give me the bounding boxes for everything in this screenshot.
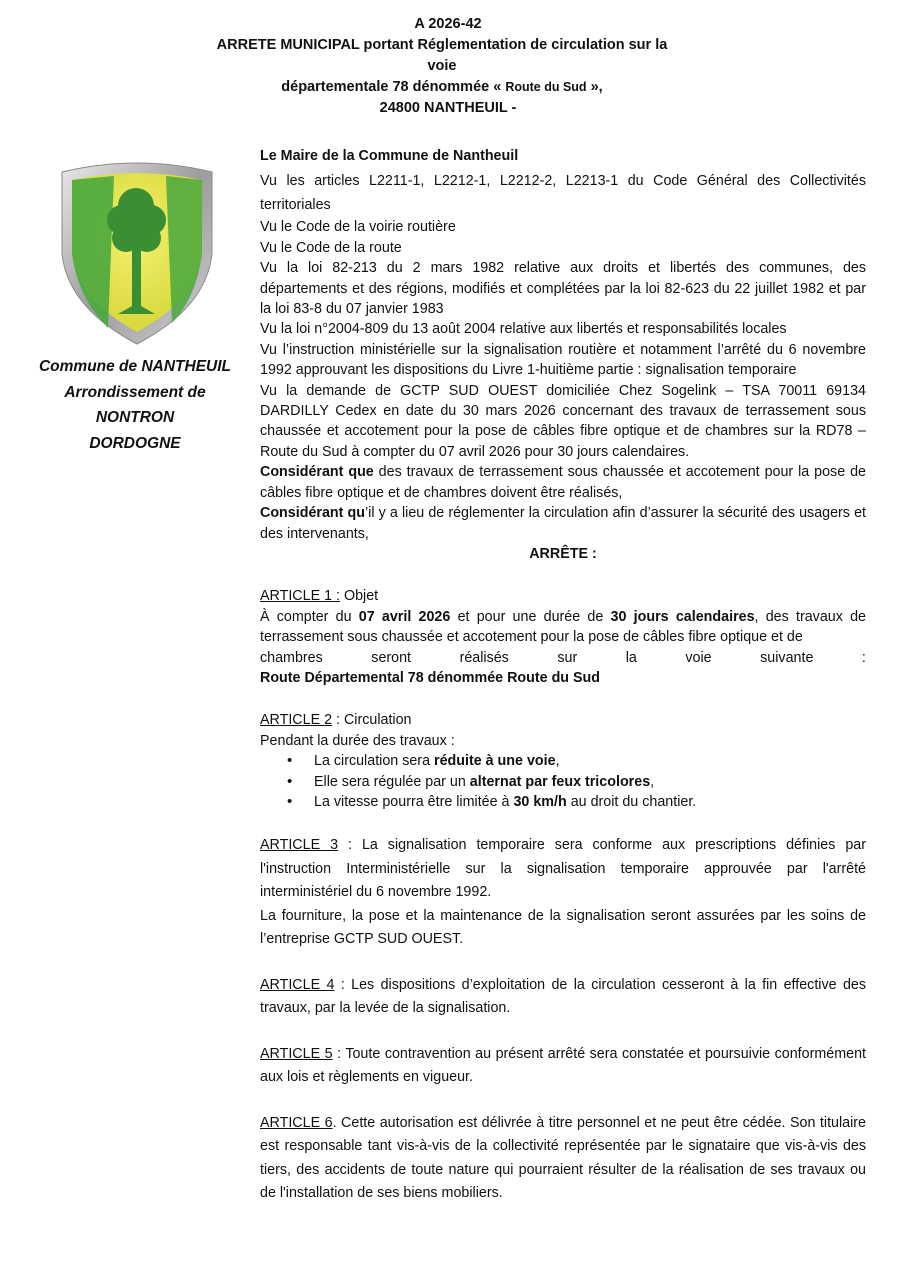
vu-articles: Vu les articles L2211-1, L2212-1, L2212-2, L2213-1 du Code Général des Collectivités territoriales — [260, 173, 866, 213]
list-item: • La vitesse pourra être limitée à 30 km/h au droit du chantier. — [314, 792, 866, 812]
considerant-2: Considérant qu’il y a lieu de réglementer la circulation afin d’assurer la sécurité des usagers et des intervenants, — [260, 505, 866, 542]
document-title-line1: ARRETE MUNICIPAL portant Réglementation de circulation sur la voie — [216, 37, 668, 74]
commune-block — [30, 354, 240, 456]
article-1-text: À compter du 07 avril 2026 et pour une durée de 30 jours calendaires, des travaux de terrassement sous chaussée et accotement pour la pose de câbles fibre optique et de — [260, 608, 867, 646]
document-header — [216, 14, 668, 119]
commune-name: Commune de NANTHEUIL — [38, 358, 232, 375]
document-title-line2: départementale 78 dénommée « Route du Sud », — [281, 79, 603, 95]
vu-loi-2004: Vu la loi n°2004-809 du 13 août 2004 relative aux libertés et responsabilités locales — [260, 321, 787, 338]
article-3-text: ARTICLE 3 : La signalisation temporaire sera conforme aux prescriptions définies par l'instruction Interministérielle sur la signalisation temporaire approuvée par l'arrêté interministériel du 6 novembre 1992. — [260, 837, 866, 901]
list-item: • Elle sera régulée par un alternat par feux tricolores, — [314, 772, 866, 792]
article-5-text: ARTICLE 5 : Toute contravention au présent arrêté sera constatée et poursuivie conformément aux lois et règlements en vigueur. — [260, 1045, 867, 1086]
vu-instruction: Vu l’instruction ministérielle sur la signalisation routière et notamment l’arrêté du 6 novembre 1992 approuvant les dispositions du Livre 1-huitième partie : signalisation temporaire — [260, 341, 866, 379]
article-1-road: Route Départemental 78 dénommée Route du Sud — [260, 669, 601, 686]
commune-arrondissement-name: NONTRON — [95, 409, 175, 426]
commune-crest-logo — [56, 158, 218, 348]
crest-green-band — [72, 176, 114, 328]
article-6-text: ARTICLE 6. Cette autorisation est délivrée à titre personnel et ne peut être cédée. Son titulaire est responsable tant vis-à-vis de la collectivité représentée par le signataire que vis-à-vis des tiers, des accidents de toute nature qui pourraient résulter de la réalisation de ses travaux ou de l'installation de ses biens mobiliers. — [260, 1114, 867, 1202]
article-3-text-2: La fourniture, la pose et la maintenance de la signalisation seront assurées par les soins de l’entreprise GCTP SUD OUEST. — [260, 907, 866, 948]
article-2-intro: Pendant la durée des travaux : — [260, 732, 455, 749]
mayor-line: Le Maire de la Commune de Nantheuil — [260, 148, 519, 164]
vu-loi-1982: Vu la loi 82-213 du 2 mars 1982 relative aux droits et libertés des communes, des départements et des régions, modifiés et complétées par la loi 82-623 du 22 juillet 1982 et par la loi 83-8 du 07 janvier 1983 — [260, 260, 866, 318]
document-reference: A 2026-42 — [414, 16, 482, 32]
commune-arrondissement: Arrondissement de — [64, 383, 206, 401]
document-title-line3: 24800 NANTHEUIL - — [379, 100, 517, 116]
vu-code-route: Vu le Code de la route — [260, 239, 402, 256]
article-2-list — [260, 751, 866, 812]
article-2-heading: ARTICLE 2 : Circulation — [260, 712, 412, 729]
article-1-heading: ARTICLE 1 : Objet — [260, 588, 379, 605]
considerant-1: Considérant que des travaux de terrassement sous chaussée et accotement pour la pose de câbles fibre optique et de chambres doivent être réalisés, — [260, 464, 866, 501]
list-item: • La circulation sera réduite à une voie, — [314, 751, 866, 771]
vu-demande: Vu la demande de GCTP SUD OUEST domiciliée Chez Sogelink – TSA 70011 69134 DARDILLY Cedex en date du 30 mars 2026 concernant des travaux de terrassement sous chaussée et accotement pour la pose de câbles fibre optique et de chambres sur la RD78 – Route du Sud à compter du 07 avril 2026 pour 30 jours calendaires. — [260, 382, 866, 460]
article-1-spread-line: chambres seront réalisés sur la voie suivante : — [260, 649, 866, 666]
document-body — [260, 146, 866, 1206]
article-4-text: ARTICLE 4 : Les dispositions d’exploitation de la circulation cesseront à la fin effective des travaux, par la levée de la signalisation. — [260, 976, 867, 1017]
commune-department: DORDOGNE — [89, 434, 181, 452]
vu-code-voirie: Vu le Code de la voirie routière — [260, 219, 456, 236]
arrete-heading: ARRÊTE : — [529, 545, 597, 562]
